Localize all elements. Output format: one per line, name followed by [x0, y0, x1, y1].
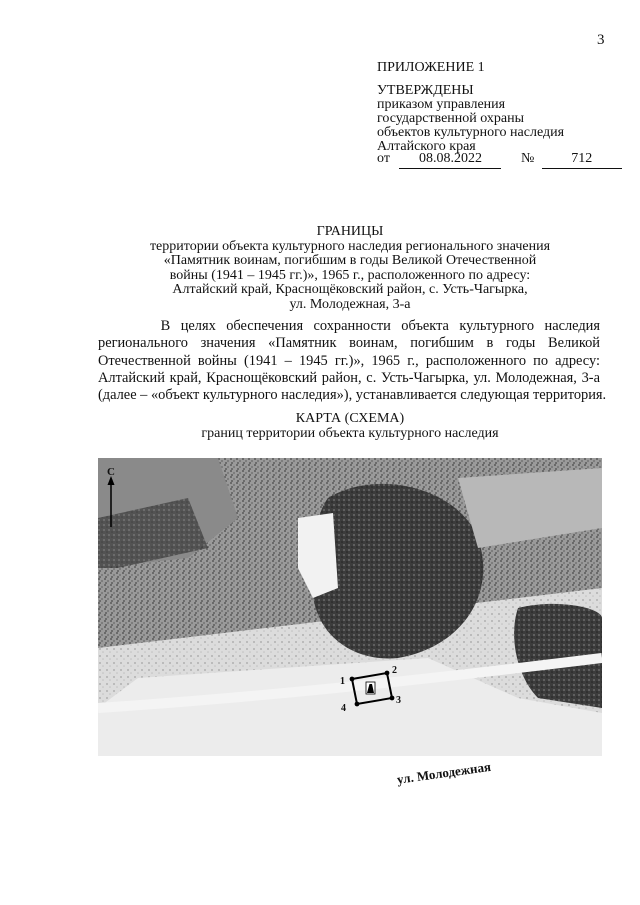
street-label: ул. Молодежная: [396, 758, 492, 787]
monument-icon: [366, 682, 375, 694]
paragraph-line: регионального значения «Памятник воинам, погибшим в годы Великой: [98, 335, 600, 352]
paragraph-line: В целях обеспечения сохранности объекта культурного наследия: [98, 318, 600, 334]
north-arrow-icon: [108, 476, 115, 527]
order-date: 08.08.2022: [399, 151, 501, 169]
approval-line: государственной охраны: [377, 111, 525, 126]
order-from-label: от: [377, 151, 390, 166]
page-number: 3: [597, 32, 605, 48]
title-line: территории объекта культурного наследия регионального значения: [149, 238, 551, 254]
title-line: «Памятник воинам, погибшим в годы Великой Отечественной: [163, 253, 537, 268]
map-subtitle: границ территории объекта культурного наследия: [201, 426, 499, 441]
point-label-4: 4: [341, 703, 346, 714]
boundary-point-3: [390, 696, 395, 701]
order-number: 712: [542, 151, 622, 169]
point-label-1: 1: [340, 676, 345, 687]
approval-line: объектов культурного наследия: [377, 125, 565, 140]
approval-line: приказом управления: [377, 97, 506, 112]
paragraph-line: (далее – «объект культурного наследия»), устанавливается следующая территория.: [98, 387, 607, 404]
title-line: Алтайский край, Краснощёковский район, с. Усть-Чагырка,: [172, 282, 528, 297]
boundary-point-2: [385, 671, 390, 676]
title-line: войны (1941 – 1945 гг.)», 1965 г., расположенного по адресу:: [169, 267, 531, 283]
paragraph-line: Отечественной войны (1941 – 1945 гг.)», 1965 г., расположенного по адресу:: [98, 352, 600, 369]
paragraph-line: Алтайский край, Краснощёковский район, с. Усть-Чагырка, ул. Молодежная, 3-а: [98, 369, 600, 386]
appendix-label: ПРИЛОЖЕНИЕ 1: [377, 60, 485, 75]
boundary-point-4: [355, 702, 360, 707]
approval-line: Алтайского края: [377, 139, 476, 154]
title-heading: ГРАНИЦЫ: [316, 224, 384, 239]
point-label-2: 2: [392, 665, 397, 676]
map-heading: КАРТА (СХЕМА): [295, 411, 405, 426]
point-label-3: 3: [396, 695, 401, 706]
boundary-point-1: [350, 677, 355, 682]
order-number-label: №: [520, 151, 535, 166]
approval-heading: УТВЕРЖДЕНЫ: [377, 83, 474, 98]
title-line: ул. Молодежная, 3-а: [289, 296, 411, 312]
north-label: С: [107, 466, 115, 478]
